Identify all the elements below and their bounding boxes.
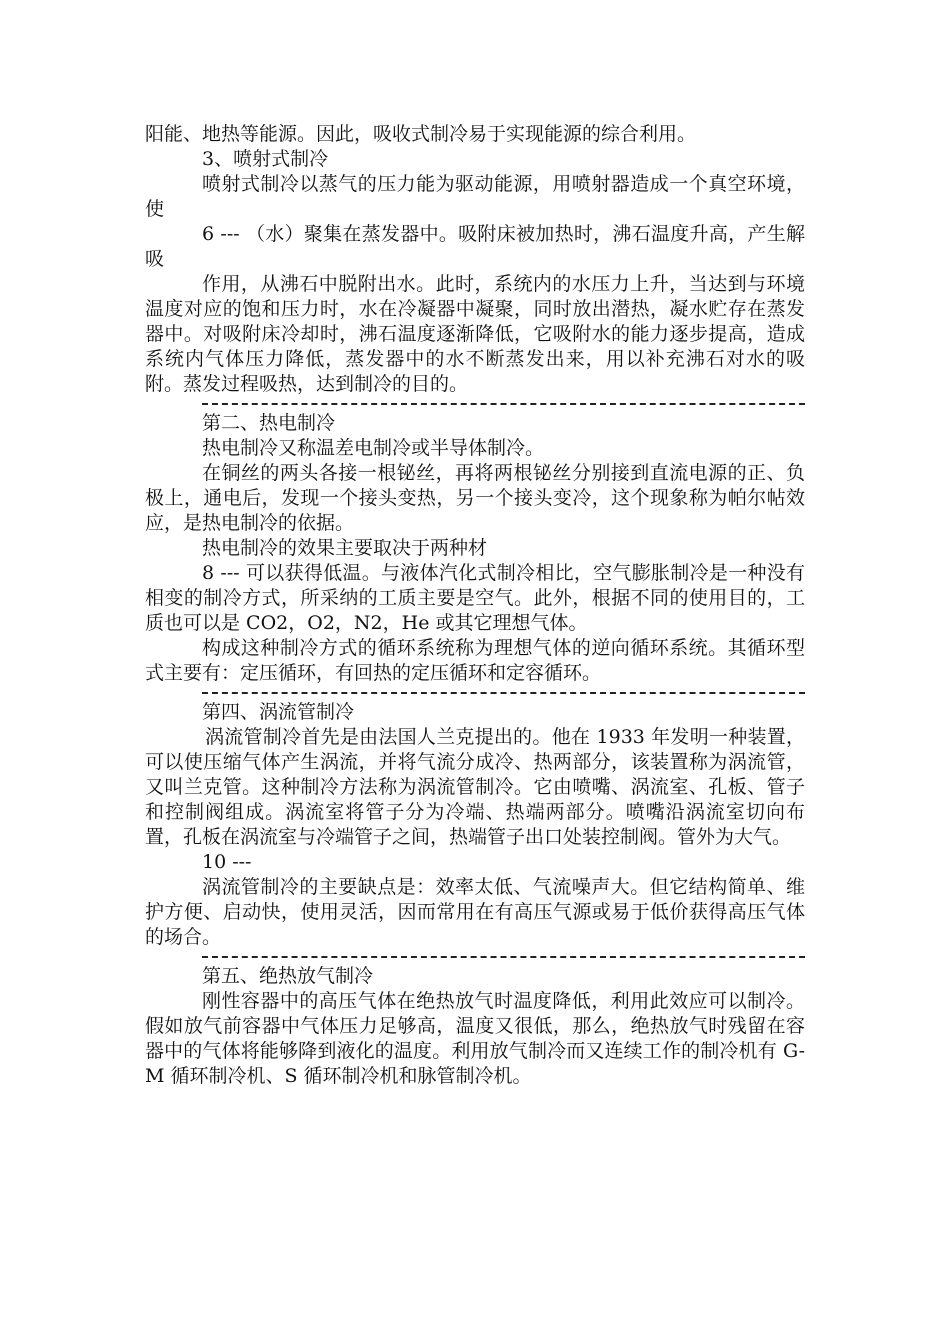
- paragraph-reverse-cycle: 构成这种制冷方式的循环系统称为理想气体的逆向循环系统。其循环型式主要有：定压循环，有回热的定压循环和定容循环。: [145, 637, 805, 684]
- dashed-divider: [202, 692, 805, 694]
- paragraph-page-6-fragment: 6 --- （水）聚集在蒸发器中。吸附床被加热时，沸石温度升高，产生解吸: [145, 223, 805, 270]
- paragraph-absorption-summary: 阳能、地热等能源。因此，吸收式制冷易于实现能源的综合利用。: [145, 123, 697, 145]
- paragraph-vortex-tube-drawbacks: 涡流管制冷的主要缺点是：效率太低、气流噪声大。但它结构简单、维护方便、启动快，使用灵活，因而常用在有高压气源或易于低价获得高压气体的场合。: [145, 876, 805, 948]
- paragraph-peltier-effect: 在铜丝的两头各接一根铋丝，再将两根铋丝分别接到直流电源的正、负极上，通电后，发现一个接头变热，另一个接头变冷，这个现象称为帕尔帖效应，是热电制冷的依据。: [145, 462, 805, 534]
- paragraph-ejector-intro: 喷射式制冷以蒸气的压力能为驱动能源，用喷射器造成一个真空环境，使: [145, 173, 805, 220]
- paragraph-thermoelectric-definition: 热电制冷又称温差电制冷或半导体制冷。: [202, 437, 545, 459]
- paragraph-thermoelectric-materials: 热电制冷的效果主要取决于两种材: [202, 537, 488, 559]
- heading-vortex-tube-refrigeration: 第四、涡流管制冷: [202, 701, 355, 723]
- paragraph-page-8-air-expansion: 8 --- 可以获得低温。与液体汽化式制冷相比，空气膨胀制冷是一种没有相变的制冷方式，所采纳的工质主要是空气。此外，根据不同的使用目的，工质也可以是 CO2，O2，N2，He 或其它理想气体。: [145, 562, 805, 634]
- heading-ejector-refrigeration: 3、喷射式制冷: [202, 148, 329, 170]
- heading-thermoelectric-refrigeration: 第二、热电制冷: [202, 412, 336, 434]
- paragraph-zeolite-desorption: 作用，从沸石中脱附出水。此时，系统内的水压力上升，当达到与环境温度对应的饱和压力时，水在冷凝器中凝聚，同时放出潜热，凝水贮存在蒸发器中。对吸附床冷却时，沸石温度逐渐降低，它吸附水的能力逐步提高，造成系统内气体压力降低，蒸发器中的水不断蒸发出来，用以补充沸石对水的吸附。蒸发过程吸热，达到制冷的目的。: [145, 273, 805, 395]
- heading-adiabatic-discharge-refrigeration: 第五、绝热放气制冷: [202, 965, 374, 987]
- paragraph-vortex-tube-description: 涡流管制冷首先是由法国人兰克提出的。他在 1933 年发明一种装置，可以使压缩气体产生涡流，并将气流分成冷、热两部分，该装置称为涡流管，又叫兰克管。这种制冷方法称为涡流管制冷。它由喷嘴、涡流室、孔板、管子和控制阀组成。涡流室将管子分为冷端、热端两部分。喷嘴沿涡流室切向布置，孔板在涡流室与冷端管子之间，热端管子出口处装控制阀。管外为大气。: [145, 726, 805, 848]
- document-page: [145, 122, 805, 1089]
- paragraph-page-10-marker: 10 ---: [202, 851, 252, 873]
- paragraph-adiabatic-discharge: 刚性容器中的高压气体在绝热放气时温度降低，利用此效应可以制冷。假如放气前容器中气体压力足够高，温度又很低，那么，绝热放气时残留在容器中的气体将能够降到液化的温度。利用放气制冷而又连续工作的制冷机有 G-M 循环制冷机、S 循环制冷机和脉管制冷机。: [145, 990, 805, 1087]
- dashed-divider: [202, 403, 805, 405]
- dashed-divider: [202, 956, 805, 958]
